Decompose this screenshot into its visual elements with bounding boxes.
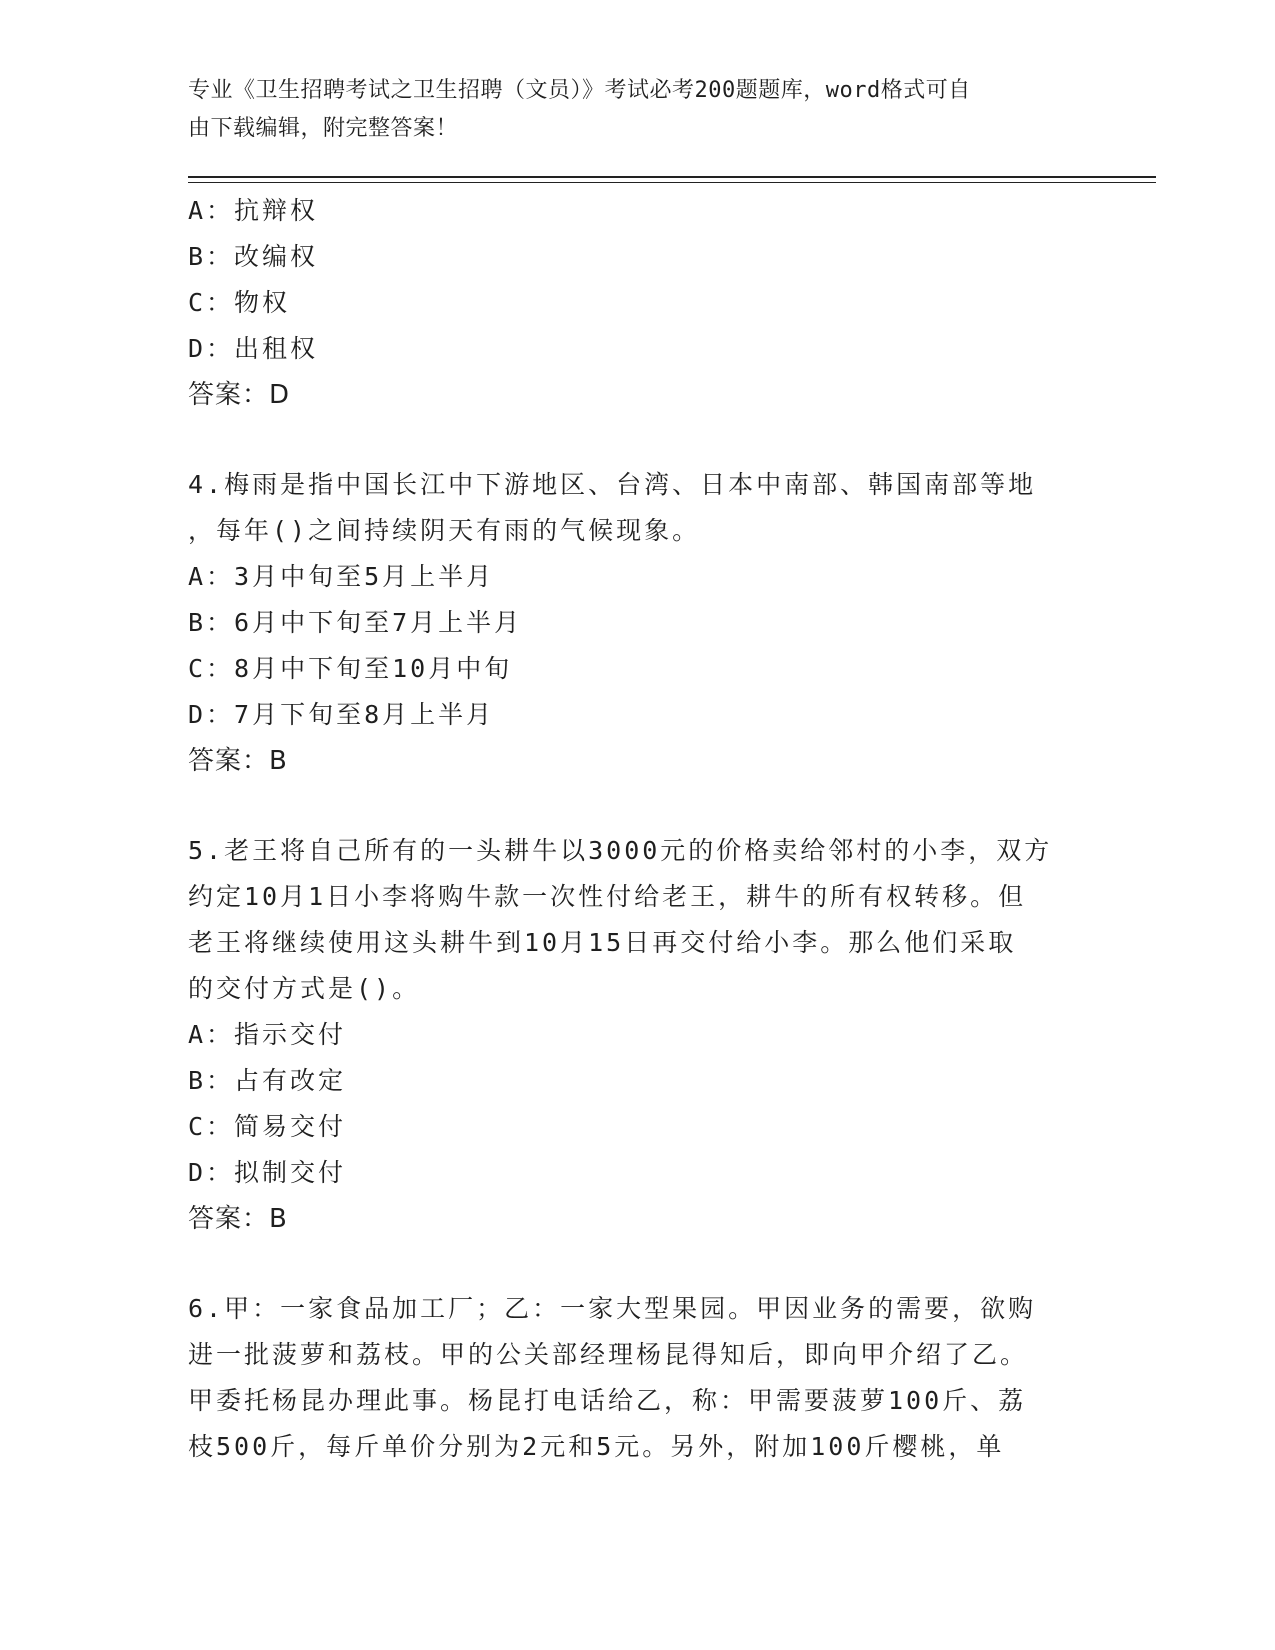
question-stem-line: 老王将继续使用这头耕牛到10月15日再交付给小李。那么他们采取 <box>188 928 1017 957</box>
option-d: D：拟制交付 <box>188 1158 347 1187</box>
header-title-line-2: 由下载编辑，附完整答案！ <box>188 116 459 141</box>
option-a: A：3月中旬至5月上半月 <box>188 562 495 591</box>
question-stem-line: 6.甲：一家食品加工厂；乙：一家大型果园。甲因业务的需要，欲购 <box>188 1294 1037 1323</box>
option-c: C：8月中下旬至10月中旬 <box>188 654 513 683</box>
answer-line: 答案：D <box>188 380 291 410</box>
option-b: B：改编权 <box>188 242 319 271</box>
question-stem-line: 进一批菠萝和荔枝。甲的公关部经理杨昆得知后，即向甲介绍了乙。 <box>188 1340 1029 1369</box>
question-4 <box>188 462 1078 784</box>
header-rule-thin <box>188 182 1156 183</box>
question-stem-line: ，每年()之间持续阴天有雨的气候现象。 <box>188 516 701 545</box>
question-stem-line: 5.老王将自己所有的一头耕牛以3000元的价格卖给邻村的小李，双方 <box>188 836 1053 865</box>
option-b: B：占有改定 <box>188 1066 347 1095</box>
answer-line: 答案：B <box>188 1204 288 1234</box>
question-list <box>188 188 1078 1470</box>
question-stem-line: 4.梅雨是指中国长江中下游地区、台湾、日本中南部、韩国南部等地 <box>188 470 1037 499</box>
header-rule-thick <box>188 176 1156 178</box>
option-d: D：7月下旬至8月上半月 <box>188 700 495 729</box>
option-b: B：6月中下旬至7月上半月 <box>188 608 523 637</box>
question-spacer <box>188 784 1078 828</box>
question-3 <box>188 188 1078 418</box>
question-6 <box>188 1286 1078 1470</box>
header-title-line-1: 专业《卫生招聘考试之卫生招聘（文员）》考试必考200题题库，word格式可自 <box>188 78 971 103</box>
option-c: C：简易交付 <box>188 1112 347 1141</box>
answer-line: 答案：B <box>188 746 288 776</box>
question-stem-line: 约定10月1日小李将购牛款一次性付给老王，耕牛的所有权转移。但 <box>188 882 1027 911</box>
option-a: A：抗辩权 <box>188 196 319 225</box>
question-stem-line: 枝500斤，每斤单价分别为2元和5元。另外，附加100斤樱桃，单 <box>188 1432 1005 1461</box>
question-stem-line: 甲委托杨昆办理此事。杨昆打电话给乙，称：甲需要菠萝100斤、荔 <box>188 1386 1027 1415</box>
question-stem-line: 的交付方式是()。 <box>188 974 421 1003</box>
document-header <box>188 72 1068 148</box>
option-a: A：指示交付 <box>188 1020 347 1049</box>
question-spacer <box>188 418 1078 462</box>
option-d: D：出租权 <box>188 334 319 363</box>
option-c: C：物权 <box>188 288 291 317</box>
question-5 <box>188 828 1078 1242</box>
question-spacer <box>188 1242 1078 1286</box>
